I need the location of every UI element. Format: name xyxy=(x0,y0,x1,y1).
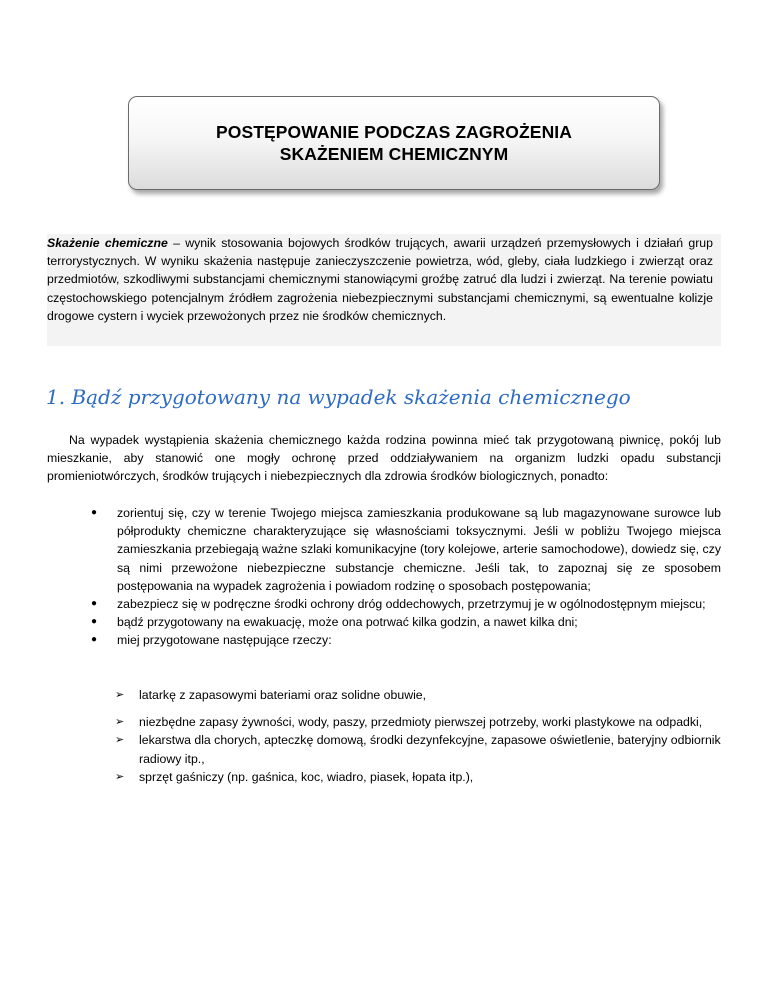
bullet-text: zabezpiecz się w podręczne środki ochrony dróg oddechowych, przetrzymuj je w ogólnodostępnym miejscu; xyxy=(117,597,706,612)
arrow-item xyxy=(115,731,729,767)
arrow-item xyxy=(115,768,729,786)
arrow-bullet-icon: ➢ xyxy=(115,770,125,783)
arrow-text: lekarstwa dla chorych, apteczkę domową, środki dezynfekcyjne, zapasowe oświetlenie, bateryjny odbiornik radiowy itp., xyxy=(139,733,721,766)
title-line-2: SKAŻENIEM CHEMICZNYM xyxy=(279,144,509,164)
arrow-bullet-icon: ➢ xyxy=(115,689,125,701)
bullet-dot-icon: ● xyxy=(90,616,98,628)
arrow-item xyxy=(115,686,729,704)
arrow-bullet-icon: ➢ xyxy=(115,716,125,729)
title-line-1: POSTĘPOWANIE PODCZAS ZAGROŻENIA xyxy=(215,122,573,142)
arrow-text: latarkę z zapasowymi bateriami oraz solidne obuwie, xyxy=(139,688,427,702)
intro-term: Skażenie chemiczne xyxy=(47,236,168,250)
bullet-item xyxy=(90,613,721,631)
bullet-dot-icon: ● xyxy=(90,507,98,518)
intro-text: – wynik stosowania bojowych środków trujących, awarii urządzeń przemysłowych i działań grup terrorystycznych. W wyniku skażenia następuje zanieczyszczenie powietrza, wód, gleby, ciała ludzkiego i zwierząt oraz przedmiotów, szkodliwymi substancjami chemicznymi stanowiącymi groźbę zatruć dla ludzi i zwierząt. Na terenie powiatu częstochowskiego potencjalnym źródłem zagrożenia niebezpiecznymi substancjami chemicznymi, są ewentualne kolizje drogowe cystern i wyciek przewożonych przez nie środków chemicznych. xyxy=(47,236,713,323)
intro-block xyxy=(47,234,721,346)
bullet-item xyxy=(90,631,721,649)
arrow-bullet-icon: ➢ xyxy=(115,734,125,747)
title-box xyxy=(128,96,660,190)
bullet-dot-icon: ● xyxy=(90,634,98,646)
arrow-text: niezbędne zapasy żywności, wody, paszy, przedmioty pierwszej potrzeby, worki plastykowe na odpadki, xyxy=(139,715,703,730)
bullet-text: bądź przygotowany na ewakuację, może ona potrwać kilka godzin, a nawet kilka dni; xyxy=(117,615,578,630)
bullet-text: zorientuj się, czy w terenie Twojego miejsca zamieszkania produkowane są lub magazynowane surowce lub półprodukty chemiczne charakteryzujące się własnościami toksycznymi. Jeśli w pobliżu Twojego miejsca zamieszkania przebiegają ważne szlaki komunikacyjne (tory kolejowe, arterie samochodowe), dowiedz się, czy są nimi przewożone niebezpieczne substancje chemiczne. Jeśli tak, to zapoznaj się ze sposobem postępowania na wypadek zagrożenia i powiadom rodzinę o sposobach postępowania; xyxy=(117,506,721,593)
bullet-text: miej przygotowane następujące rzeczy: xyxy=(117,633,332,648)
arrow-item xyxy=(115,713,729,731)
arrow-text: sprzęt gaśniczy (np. gaśnica, koc, wiadro, piasek, łopata itp.), xyxy=(139,769,474,784)
arrow-list xyxy=(115,686,729,786)
section-paragraph: Na wypadek wystąpienia skażenia chemicznego każda rodzina powinna mieć tak przygotowaną piwnicę, pokój lub mieszkanie, aby stanowić one mogły ochronę przed oddziaływaniem na organizm ludzki opadu substancji promieniotwórczych, środków trujących i niebezpiecznych dla zdrowia środków biologicznych, ponadto: xyxy=(47,433,721,484)
bullet-dot-icon: ● xyxy=(90,598,98,610)
bullet-item xyxy=(90,504,721,595)
bullet-list xyxy=(90,504,721,650)
section-heading: 1. Bądź przygotowany na wypadek skażenia chemicznego xyxy=(46,385,631,409)
bullet-item xyxy=(90,595,721,613)
intro-paragraph xyxy=(47,234,721,325)
